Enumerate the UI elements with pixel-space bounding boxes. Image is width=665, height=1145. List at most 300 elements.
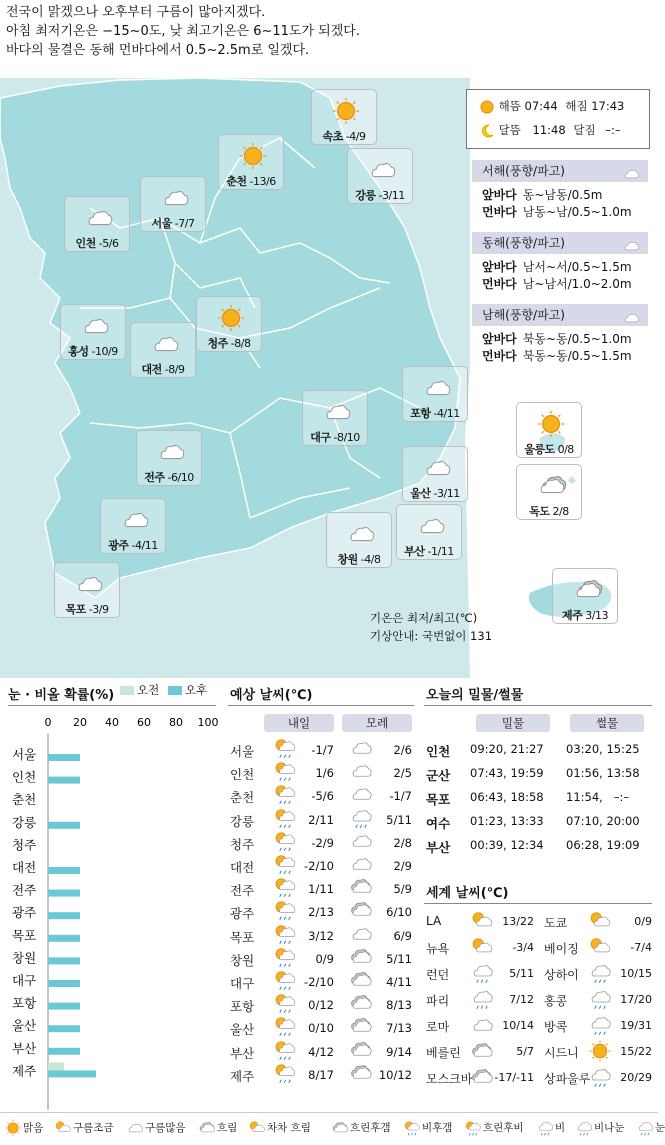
cloud-icon	[126, 1119, 144, 1137]
forecast-dayafter-temp: 8/13	[386, 998, 412, 1013]
map-city-temp: -8/8	[230, 337, 251, 350]
precip-category-label: 목포	[12, 927, 37, 943]
tides-col-flood: 밀물	[476, 714, 550, 732]
moonset-time: –:–	[605, 123, 621, 137]
rain-icon	[588, 1013, 612, 1037]
map-city-8	[402, 366, 468, 422]
partly-cloudy-rain-icon	[272, 991, 298, 1015]
partly-cloudy-rain-icon	[272, 1014, 298, 1038]
precip-category-label: 인천	[12, 769, 37, 785]
forecast-row	[230, 810, 416, 832]
overcast-icon	[348, 1061, 374, 1085]
forecast-dayafter-temp: 9/14	[386, 1044, 412, 1059]
forecast-row	[230, 972, 416, 994]
sun-moon-box	[466, 89, 650, 149]
partly-cloudy-icon	[54, 1119, 72, 1137]
legend-label: 흐림	[217, 1122, 238, 1134]
forecast-city: 대전	[230, 860, 255, 875]
legend-label: 흐린후갬	[350, 1122, 391, 1134]
map-city-15	[326, 512, 392, 568]
sea-row-label: 먼바다	[482, 349, 517, 363]
partly-cloudy-rain-icon	[272, 922, 298, 946]
legend-item	[4, 1119, 43, 1137]
sea-row-label: 앞바다	[482, 260, 517, 274]
map-city-7	[130, 322, 196, 378]
world-row	[544, 1042, 654, 1064]
legend-label: 눈	[655, 1122, 665, 1134]
precip-axis-tick: 0	[44, 716, 52, 729]
map-city-13	[516, 464, 582, 520]
world-city: 베이징	[544, 942, 579, 956]
tide-place: 목포	[426, 792, 451, 807]
sun-icon	[328, 96, 364, 126]
world-city: 도쿄	[544, 916, 568, 930]
cloud-icon	[620, 309, 642, 327]
world-row	[544, 1068, 654, 1090]
forecast-tomorrow-temp: 2/13	[308, 905, 334, 920]
legend-item	[403, 1119, 452, 1137]
world-temp: 10/15	[620, 967, 652, 980]
precip-bar-pm	[48, 957, 80, 964]
tide-flood: 09:20, 21:27	[470, 742, 544, 756]
world-temp: 10/14	[502, 1019, 534, 1032]
map-city-name: 서울	[151, 217, 172, 230]
forecast-tomorrow-temp: 1/11	[308, 882, 334, 897]
map-city-14	[100, 498, 166, 554]
precip-bar-pm	[48, 1025, 80, 1032]
partly-cloudy-icon	[470, 909, 494, 933]
forecast-row	[230, 949, 416, 971]
forecast-title: 예상 날씨(℃)	[230, 688, 313, 703]
precip-category-label: 대전	[12, 860, 37, 875]
map-city-name: 청주	[207, 337, 228, 350]
sun-icon	[4, 1119, 22, 1137]
map-city-temp: -13/6	[249, 175, 276, 188]
map-city-10	[516, 402, 582, 458]
map-city-name: 포항	[410, 407, 431, 420]
world-temp: 19/31	[620, 1019, 652, 1032]
tides-divider	[424, 705, 652, 706]
sun-icon	[479, 99, 495, 115]
legend-item	[536, 1119, 565, 1137]
map-city-5	[196, 296, 262, 352]
world-temp: 15/22	[620, 1045, 652, 1058]
map-city-name: 광주	[108, 539, 129, 552]
moonrise-time: 11:48	[532, 123, 566, 137]
map-city-name: 인천	[75, 237, 96, 250]
map-city-name: 제주	[562, 609, 583, 622]
world-city: 런던	[426, 968, 450, 982]
precip-category-label: 창원	[12, 950, 37, 966]
partly-cloudy-rain-icon	[272, 1038, 298, 1062]
precip-bar-am	[48, 1062, 64, 1070]
map-city-temp: 0/8	[557, 443, 574, 456]
legend-label: 비	[555, 1122, 566, 1134]
map-city-temp: -3/11	[433, 487, 460, 500]
precip-bar-pm	[48, 822, 80, 829]
icon-legend	[0, 1112, 665, 1142]
precip-category-label: 전주	[12, 882, 37, 898]
map-city-9	[302, 390, 368, 446]
tide-place: 여수	[426, 816, 451, 831]
map-city-12	[402, 446, 468, 502]
tides-title: 오늘의 밀물/썰물	[426, 688, 524, 703]
map-city-name: 울릉도	[524, 443, 555, 456]
map-city-temp: -4/11	[131, 539, 158, 552]
world-row	[426, 990, 536, 1012]
forecast-row	[230, 1065, 416, 1087]
note-temperature: 기온은 최저/최고(℃)	[370, 611, 478, 625]
precip-axis-tick: 100	[197, 716, 219, 729]
map-city-name: 대구	[310, 431, 331, 444]
map-city-name: 전주	[144, 471, 165, 484]
forecast-dayafter-temp: -1/7	[389, 789, 412, 804]
forecast-dayafter-temp: 2/5	[393, 766, 412, 781]
overcast-icon	[198, 1119, 216, 1137]
tide-ebb: 11:54, –:–	[566, 790, 630, 804]
map-city-temp: 2/8	[552, 505, 569, 518]
sea-row-value: 남서~서/0.5~1.5m	[522, 260, 632, 274]
partly-cloudy-icon	[248, 1119, 266, 1137]
cloud-icon	[348, 736, 374, 760]
forecast-tomorrow-temp: 2/11	[308, 812, 334, 827]
sea-row-value: 동~남동/0.5m	[522, 188, 603, 202]
sea-row-label: 앞바다	[482, 332, 517, 346]
map-city-temp: -4/11	[433, 407, 460, 420]
cloud-icon	[343, 519, 379, 549]
overcast-icon	[348, 945, 374, 969]
map-city-temp: -8/10	[333, 431, 360, 444]
tide-ebb: 03:20, 15:25	[566, 742, 640, 756]
legend-am-swatch	[120, 686, 134, 695]
tide-flood: 00:39, 12:34	[470, 838, 544, 852]
rain-icon	[588, 987, 612, 1011]
moonrise-label: 달뜸	[498, 123, 521, 137]
sunrise-label: 해뜸	[498, 99, 521, 113]
world-row	[544, 1016, 654, 1038]
map-city-temp: -1/11	[427, 545, 454, 558]
map-city-temp: -4/9	[345, 130, 366, 143]
moonset-label: 달짐	[573, 123, 596, 137]
world-city: 파리	[426, 994, 450, 1008]
legend-item	[54, 1119, 114, 1137]
forecast-dayafter-temp: 2/8	[393, 835, 412, 850]
world-temp: 17/20	[620, 993, 652, 1006]
legend-item	[575, 1119, 624, 1137]
rain-icon	[536, 1119, 554, 1137]
tide-ebb: 06:28, 19:09	[566, 838, 640, 852]
forecast-row	[230, 1018, 416, 1040]
precip-category-label: 울산	[12, 1018, 37, 1034]
legend-label: 흐린후비	[483, 1122, 524, 1134]
partly-cloudy-rain-icon	[272, 736, 298, 760]
legend-label: 비후갬	[422, 1122, 453, 1134]
legend-label: 비나눈	[594, 1122, 625, 1134]
map-city-name: 독도	[529, 505, 550, 518]
cloudy-icon	[533, 471, 569, 501]
cloud-icon	[81, 203, 117, 233]
cloud-icon	[419, 453, 455, 483]
world-temp: -7/4	[630, 941, 652, 954]
precip-bar-pm	[48, 777, 80, 784]
forecast-tomorrow-temp: 1/6	[315, 766, 334, 781]
map-city-name: 속초	[322, 130, 343, 143]
forecast-tomorrow-temp: 3/12	[308, 928, 334, 943]
world-temp: -17/-11	[494, 1071, 534, 1084]
forecast-dayafter-temp: 5/11	[386, 812, 412, 827]
world-temp: 5/7	[516, 1045, 534, 1058]
overcast-icon	[331, 1119, 349, 1137]
cloud-icon	[147, 329, 183, 359]
moon-icon	[479, 123, 495, 139]
forecast-tomorrow-temp: -1/7	[311, 743, 334, 757]
partly-cloudy-rain-icon	[272, 759, 298, 783]
partly-cloudy-rain-icon	[403, 1119, 421, 1137]
partly-cloudy-rain-icon	[272, 806, 298, 830]
forecast-row	[230, 1042, 416, 1064]
map-city-name: 창원	[337, 553, 358, 566]
rain-icon	[348, 806, 374, 830]
partly-cloudy-rain-icon	[464, 1119, 482, 1137]
tides-col-ebb: 썰물	[570, 714, 644, 732]
forecast-city: 광주	[230, 906, 255, 922]
map-city-name: 부산	[404, 545, 425, 558]
precip-category-label: 강릉	[12, 814, 37, 830]
map-city-temp: -7/7	[174, 217, 195, 230]
sea-row-far	[482, 205, 632, 219]
cloud-icon	[71, 569, 107, 599]
world-city: 상하이	[544, 968, 579, 982]
precip-bar-pm	[48, 1070, 96, 1077]
sea-header-2	[472, 304, 648, 326]
forecast-row	[230, 926, 416, 948]
world-city: 방콕	[544, 1020, 568, 1034]
forecast-row	[230, 902, 416, 924]
world-row	[426, 964, 536, 986]
partly-cloudy-rain-icon	[272, 875, 298, 899]
precip-chart	[0, 710, 220, 1110]
cloud-icon	[77, 311, 113, 341]
precip-bar-pm	[48, 867, 80, 874]
sea-header-1	[472, 232, 648, 254]
map-city-temp: -10/9	[91, 345, 118, 358]
forecast-city: 제주	[230, 1068, 255, 1084]
forecast-city: 포항	[230, 999, 255, 1015]
overcast-icon	[470, 1039, 494, 1063]
sea-row-value: 남~남서/1.0~2.0m	[522, 277, 632, 291]
forecast-row	[230, 763, 416, 785]
legend-item	[331, 1119, 391, 1137]
forecast-city: 전주	[230, 883, 255, 899]
world-temp: 13/22	[502, 915, 534, 928]
headline-line-3: 바다의 물결은 동해 먼바다에서 0.5~2.5m로 일겠다.	[6, 43, 310, 58]
sea-row-value: 북동~동/0.5~1.5m	[522, 349, 632, 363]
map-city-temp: -4/8	[360, 553, 381, 566]
legend-label: 맑음	[23, 1122, 44, 1134]
forecast-dayafter-temp: 6/10	[386, 905, 412, 920]
partly-cloudy-icon	[588, 935, 612, 959]
legend-label: 차차 흐림	[267, 1122, 311, 1134]
precip-category-label: 포항	[12, 995, 37, 1011]
world-temp: -3/4	[512, 941, 534, 954]
precip-category-label: 춘천	[12, 792, 37, 808]
cloud-icon	[348, 829, 374, 853]
forecast-col-tomorrow: 내일	[264, 714, 334, 732]
cloud-icon	[348, 852, 374, 876]
world-city: 시드니	[544, 1046, 579, 1060]
rain-icon	[636, 1119, 654, 1137]
precip-bar-pm	[48, 935, 80, 942]
tide-flood: 01:23, 13:33	[470, 814, 544, 828]
world-row	[544, 990, 654, 1012]
world-city: 모스크바	[426, 1072, 473, 1086]
forecast-tomorrow-temp: 8/17	[308, 1067, 334, 1082]
map-city-name: 강릉	[355, 189, 376, 202]
cloud-icon	[419, 373, 455, 403]
map-city-3	[140, 176, 206, 232]
partly-cloudy-rain-icon	[272, 898, 298, 922]
legend-pm-label: 오후	[185, 683, 208, 697]
rain-icon	[470, 987, 494, 1011]
cloud-icon	[364, 155, 400, 185]
overcast-icon	[348, 991, 374, 1015]
legend-item	[126, 1119, 186, 1137]
map-city-name: 홍성	[68, 345, 89, 358]
map-city-4	[64, 196, 130, 252]
sea-title: 서해(풍향/파고)	[482, 164, 565, 178]
rain-icon	[588, 961, 612, 985]
overcast-icon	[348, 968, 374, 992]
precip-bar-pm	[48, 912, 80, 919]
headline-line-2: 아침 최저기온은 −15~0도, 낮 최고기온은 6~11도가 되겠다.	[6, 24, 360, 39]
world-temp: 0/9	[634, 915, 652, 928]
map-city-name: 울산	[410, 487, 431, 500]
forecast-tomorrow-temp: 0/9	[315, 951, 334, 966]
rain-icon	[588, 1065, 612, 1089]
forecast-dayafter-temp: 5/9	[393, 882, 412, 897]
precip-category-label: 부산	[12, 1040, 37, 1056]
sea-row-value: 북동~동/0.5~1.0m	[522, 332, 632, 346]
sunrise-time: 07:44	[524, 99, 558, 113]
map-city-0	[311, 89, 377, 145]
forecast-tomorrow-temp: -2/10	[304, 975, 334, 989]
tide-flood: 07:43, 19:59	[470, 766, 544, 780]
partly-cloudy-rain-icon	[272, 945, 298, 969]
world-temp: 7/12	[509, 993, 534, 1006]
forecast-city: 춘천	[230, 790, 255, 806]
partly-cloudy-rain-icon	[272, 852, 298, 876]
forecast-city: 청주	[230, 836, 255, 852]
sun-icon	[588, 1039, 612, 1063]
legend-item	[464, 1119, 524, 1137]
sunset-label: 해짐	[565, 99, 588, 113]
forecast-city: 창원	[230, 952, 255, 968]
forecast-city: 서울	[230, 744, 255, 759]
world-row	[426, 1016, 536, 1038]
partly-cloudy-icon	[588, 909, 612, 933]
cloud-icon	[413, 511, 449, 541]
tide-place: 군산	[426, 768, 451, 783]
forecast-dayafter-temp: 4/11	[386, 975, 412, 989]
partly-cloudy-rain-icon	[272, 782, 298, 806]
sea-row-label: 먼바다	[482, 205, 517, 219]
sun-icon	[235, 141, 271, 171]
overcast-icon	[348, 875, 374, 899]
forecast-tomorrow-temp: 0/10	[308, 1021, 334, 1036]
map-city-1	[218, 134, 284, 190]
cloud-icon	[348, 782, 374, 806]
world-row	[544, 938, 654, 960]
forecast-tomorrow-temp: -2/9	[311, 835, 334, 850]
cloud-icon	[319, 397, 355, 427]
precip-axis-tick: 40	[105, 716, 119, 729]
world-city: LA	[426, 914, 442, 928]
legend-item	[198, 1119, 237, 1137]
world-city: 상파울루	[544, 1072, 591, 1086]
map-city-16	[396, 504, 462, 560]
legend-pm-swatch	[168, 686, 182, 695]
sea-title: 동해(풍향/파고)	[482, 236, 565, 250]
precip-category-label: 제주	[12, 1063, 37, 1079]
headline-line-1: 전국이 맑겠으나 오후부터 구름이 많아지겠다.	[6, 5, 266, 20]
world-row	[544, 964, 654, 986]
world-row	[544, 912, 654, 934]
world-divider	[424, 903, 652, 904]
sea-header-0	[472, 160, 648, 182]
forecast-row	[230, 786, 416, 808]
precip-divider	[8, 705, 216, 706]
map-city-temp: -5/6	[98, 237, 119, 250]
sea-row-near	[482, 260, 632, 274]
map-city-temp: -6/10	[167, 471, 194, 484]
forecast-tomorrow-temp: 4/12	[308, 1044, 334, 1059]
precip-bar-pm	[48, 980, 80, 987]
sea-row-far	[482, 349, 632, 363]
partly-cloudy-icon	[470, 935, 494, 959]
forecast-divider	[228, 705, 414, 706]
world-row	[426, 1042, 536, 1064]
map-city-name: 춘천	[226, 175, 247, 188]
legend-label: 구름많음	[145, 1122, 186, 1134]
tide-flood: 06:43, 18:58	[470, 790, 544, 804]
note-phone: 기상안내: 국번없이 131	[370, 629, 493, 643]
rain-icon	[575, 1119, 593, 1137]
world-city: 뉴욕	[426, 942, 450, 956]
forecast-city: 목포	[230, 929, 255, 945]
sea-row-label: 먼바다	[482, 277, 517, 291]
precip-category-label: 대구	[12, 973, 37, 988]
forecast-tomorrow-temp: -2/10	[304, 859, 334, 873]
world-title: 세계 날씨(℃)	[426, 886, 509, 901]
forecast-row	[230, 740, 416, 762]
world-temp: 5/11	[509, 967, 534, 980]
precip-category-label: 광주	[12, 905, 37, 921]
forecast-row	[230, 856, 416, 878]
sunset-time: 17:43	[591, 99, 625, 113]
cloud-icon	[117, 505, 153, 535]
sea-row-label: 앞바다	[482, 188, 517, 202]
forecast-col-dayafter: 모레	[342, 714, 412, 732]
overcast-icon	[348, 898, 374, 922]
sun-icon	[213, 303, 249, 333]
precip-category-label: 청주	[12, 837, 37, 853]
tide-ebb: 07:10, 20:00	[566, 814, 640, 828]
sun-icon	[533, 409, 569, 439]
partly-cloudy-rain-icon	[272, 829, 298, 853]
forecast-row	[230, 833, 416, 855]
world-row	[426, 1068, 536, 1090]
tide-ebb: 01:56, 13:58	[566, 766, 640, 780]
